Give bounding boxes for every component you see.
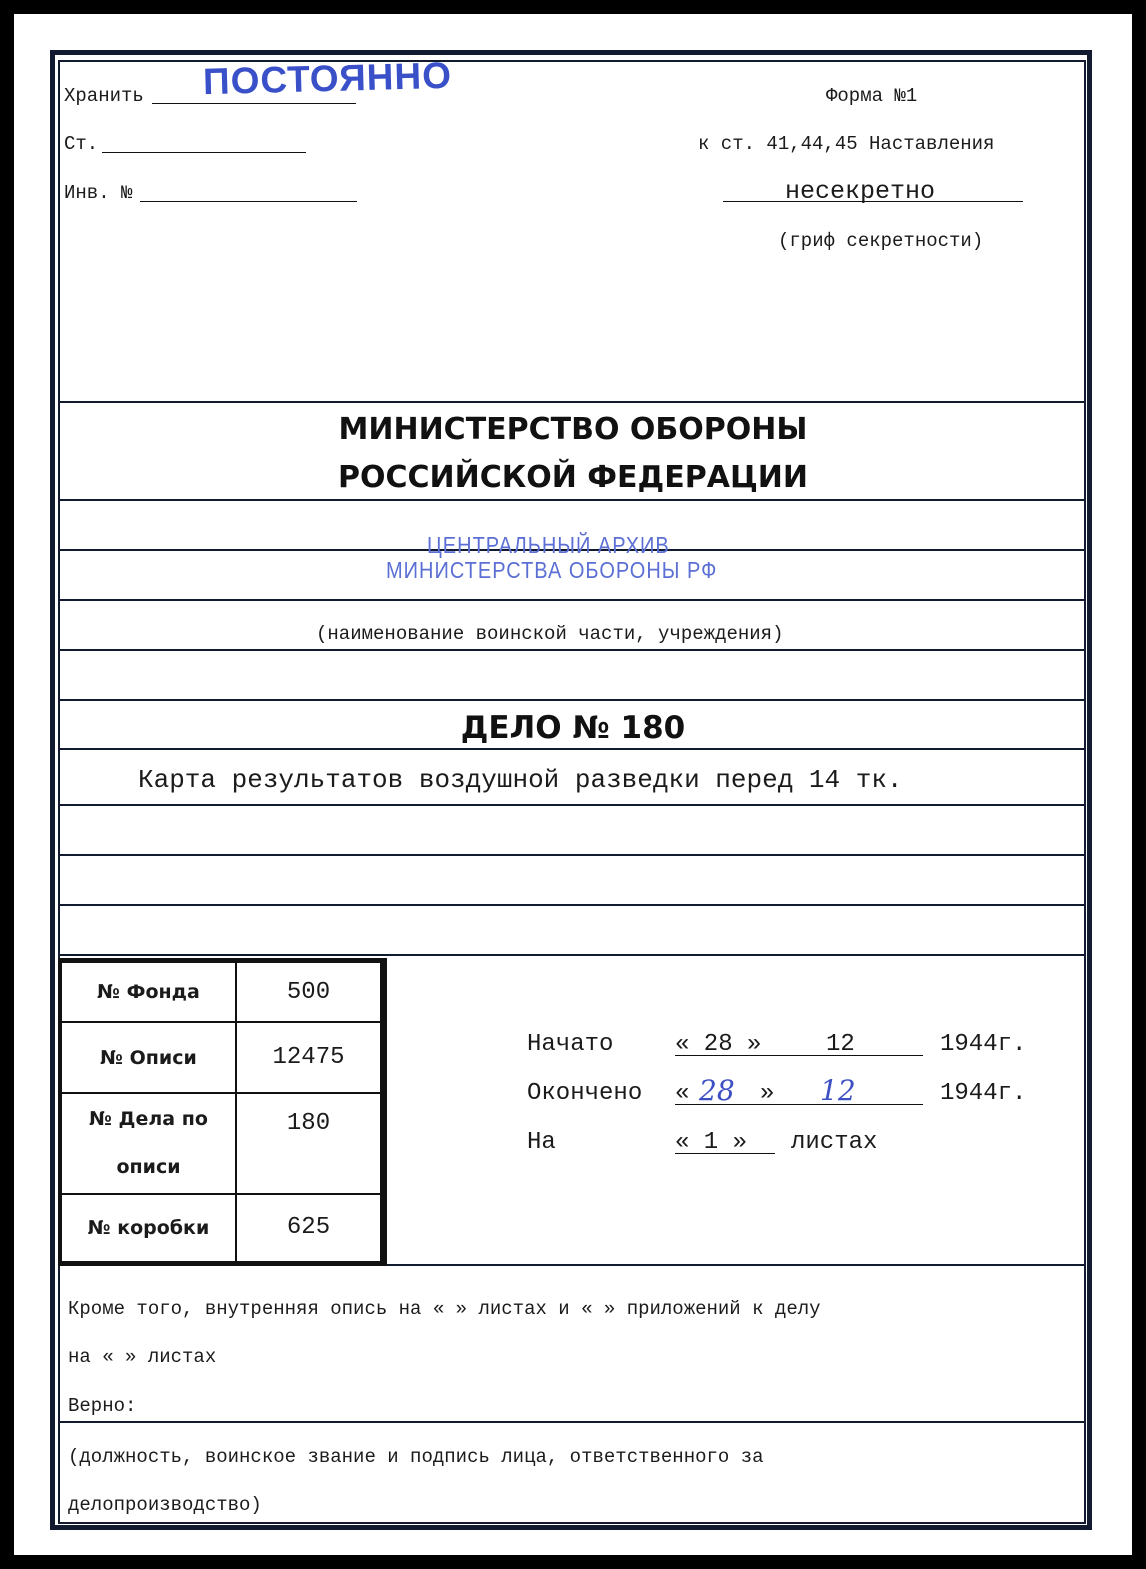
article-reference: к ст. 41,44,45 Наставления bbox=[698, 133, 995, 155]
ministry-title-line-1: МИНИСТЕРСТВО ОБОРОНЫ bbox=[338, 412, 808, 447]
ended-underline bbox=[675, 1104, 923, 1105]
rule bbox=[60, 1421, 1086, 1423]
delo-value: 180 bbox=[236, 1093, 381, 1194]
started-month: 12 bbox=[826, 1031, 855, 1058]
secrecy-value: несекретно bbox=[785, 177, 936, 206]
fond-label: № Фонда bbox=[61, 962, 236, 1022]
inv-underline bbox=[140, 201, 357, 202]
rule bbox=[60, 499, 1086, 501]
rule bbox=[60, 401, 1086, 403]
rule bbox=[60, 699, 1086, 701]
delo-label bbox=[61, 1093, 236, 1194]
ended-year: 1944г. bbox=[940, 1080, 1027, 1107]
st-underline bbox=[102, 152, 306, 153]
archive-stamp-line-2: МИНИСТЕРСТВА ОБОРОНЫ РФ bbox=[386, 558, 718, 584]
sheets-count: « 1 » bbox=[675, 1129, 748, 1156]
ended-label: Окончено bbox=[527, 1080, 643, 1107]
keep-underline bbox=[152, 103, 356, 104]
delo-row bbox=[61, 1093, 381, 1194]
rule bbox=[60, 649, 1086, 651]
rule bbox=[60, 804, 1086, 806]
st-label: Ст. bbox=[64, 133, 99, 155]
sheets-word: листах bbox=[791, 1129, 878, 1156]
fond-row bbox=[61, 962, 381, 1022]
case-description: Карта результатов воздушной разведки перед 14 тк. bbox=[138, 765, 903, 795]
unit-caption: (наименование воинской части, учреждения) bbox=[316, 623, 784, 645]
started-label: Начато bbox=[527, 1031, 614, 1058]
ended-close-quote: » bbox=[760, 1080, 775, 1107]
started-day: « 28 » bbox=[675, 1031, 762, 1058]
sheets-underline bbox=[675, 1153, 775, 1154]
delo-label-line-2: описи bbox=[116, 1156, 181, 1179]
box-value: 625 bbox=[236, 1194, 381, 1262]
opis-label: № Описи bbox=[61, 1022, 236, 1092]
case-title: ДЕЛО № 180 bbox=[460, 710, 686, 746]
opis-row bbox=[61, 1022, 381, 1092]
archive-stamp-line-1: ЦЕНТРАЛЬНЫЙ АРХИВ bbox=[427, 533, 670, 559]
rule bbox=[60, 954, 1086, 956]
signature-caption-line-1: (должность, воинское звание и подпись лица, ответственного за bbox=[68, 1446, 764, 1468]
rule bbox=[60, 854, 1086, 856]
opis-value: 12475 bbox=[236, 1022, 381, 1092]
ended-open-quote: « bbox=[675, 1080, 690, 1107]
started-underline bbox=[675, 1055, 923, 1056]
inventory-text: Кроме того, внутренняя опись на « » листах и « » приложений к делу bbox=[68, 1298, 821, 1320]
started-year: 1944г. bbox=[940, 1031, 1027, 1058]
delo-label-line-1: № Дела по bbox=[89, 1108, 208, 1131]
permanent-stamp: ПОСТОЯННО bbox=[202, 54, 453, 103]
rule bbox=[60, 904, 1086, 906]
secrecy-caption: (гриф секретности) bbox=[778, 230, 984, 252]
sheets-label: На bbox=[527, 1129, 556, 1156]
ended-month-handwritten: 12 bbox=[820, 1074, 856, 1107]
box-label: № коробки bbox=[61, 1194, 236, 1262]
ministry-title-line-2: РОССИЙСКОЙ ФЕДЕРАЦИИ bbox=[337, 460, 809, 495]
verified-label: Верно: bbox=[68, 1395, 137, 1417]
rule bbox=[60, 748, 1086, 750]
inv-label: Инв. № bbox=[64, 182, 133, 204]
fond-value: 500 bbox=[236, 962, 381, 1022]
rule bbox=[60, 599, 1086, 601]
keep-label: Хранить bbox=[64, 85, 144, 107]
box-row bbox=[61, 1194, 381, 1262]
signature-caption-line-2: делопроизводство) bbox=[68, 1494, 262, 1516]
secrecy-underline bbox=[723, 201, 1023, 202]
inventory-text-continued: на « » листах bbox=[68, 1346, 217, 1368]
form-number: Форма №1 bbox=[826, 85, 918, 107]
registry-table bbox=[60, 961, 382, 1263]
ended-day-handwritten: 28 bbox=[699, 1074, 735, 1107]
